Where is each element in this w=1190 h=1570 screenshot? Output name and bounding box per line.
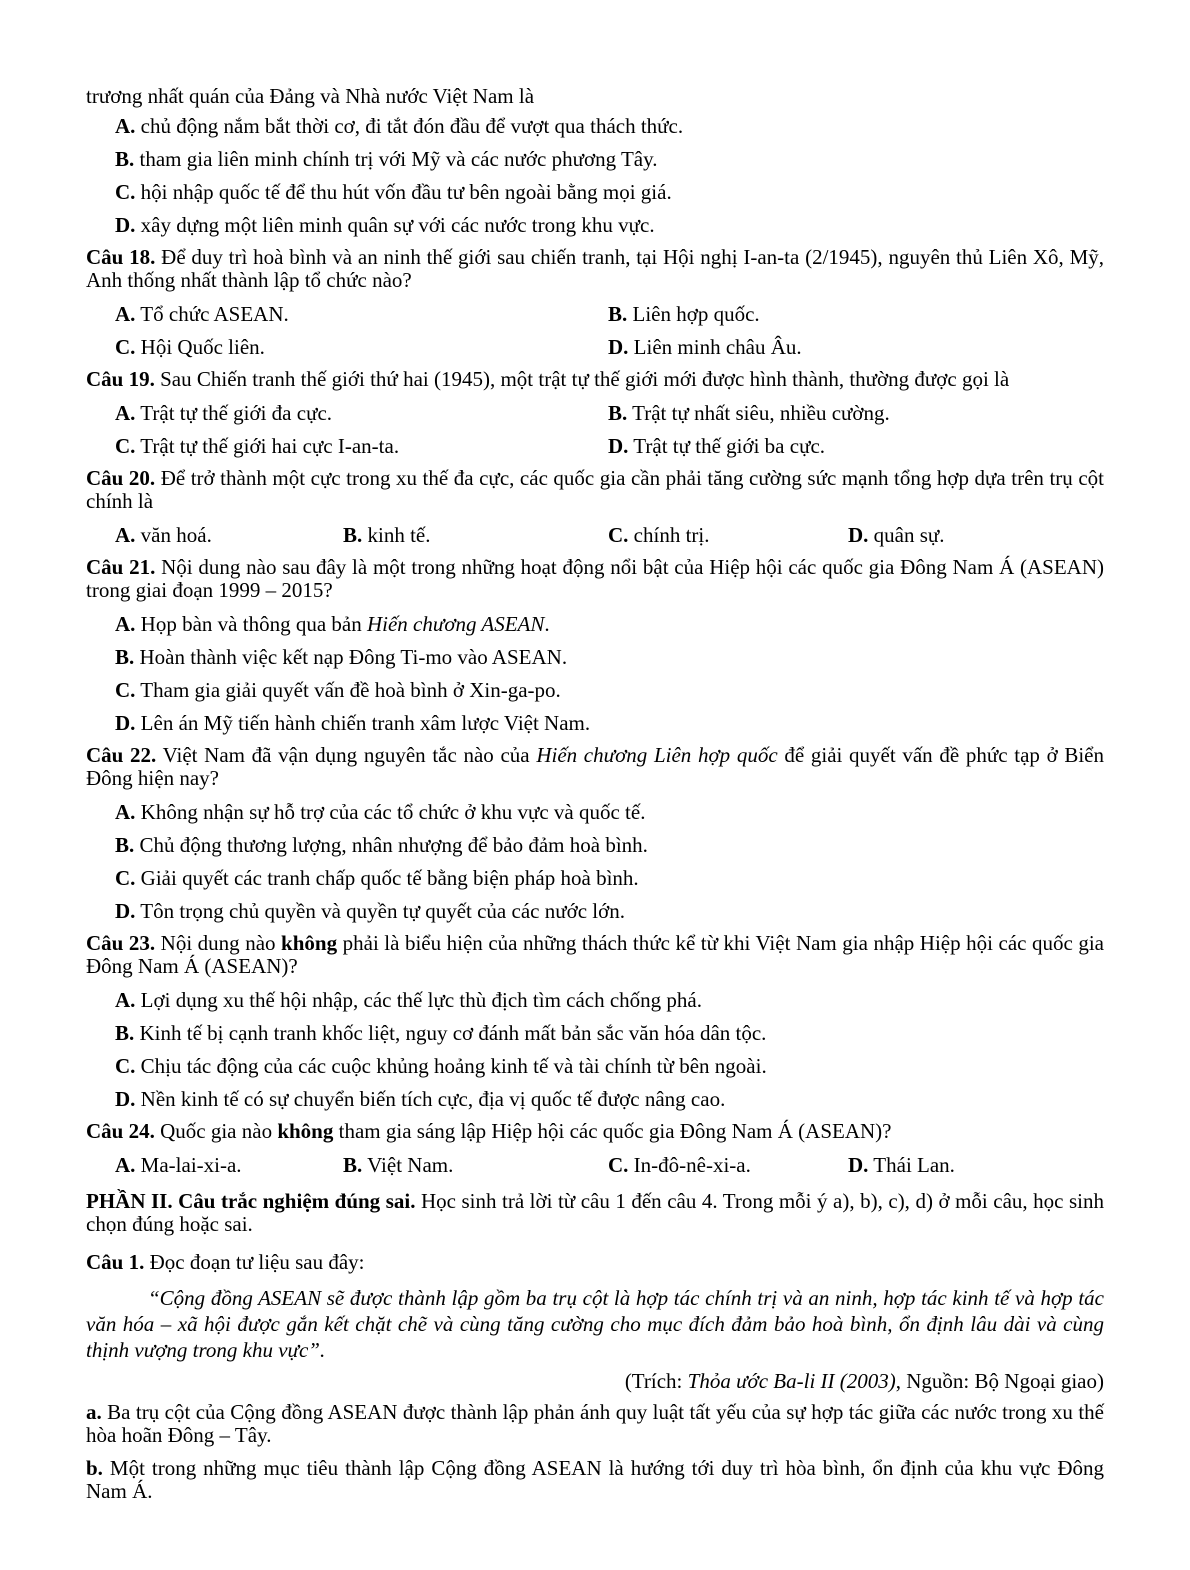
- q19-options-row-1: [86, 397, 1104, 430]
- q23-option-c: C. Chịu tác động của các cuộc khủng hoảng kinh tế và tài chính từ bên ngoài.: [115, 1054, 767, 1078]
- question-24: Câu 24. Quốc gia nào không tham gia sáng lập Hiệp hội các quốc gia Đông Nam Á (ASEAN)?: [86, 1119, 892, 1143]
- question-20: Câu 20. Để trở thành một cực trong xu thế đa cực, các quốc gia cần phải tăng cường sức mạnh tổng hợp dựa trên trụ cột chính là: [86, 466, 1104, 513]
- q23-option-a: A. Lợi dụng xu thế hội nhập, các thế lực thù địch tìm cách chống phá.: [115, 988, 703, 1012]
- q21-option-c: C. Tham gia giải quyết vấn đề hoà bình ở Xin-ga-po.: [115, 678, 561, 702]
- q17-option-a: A. chủ động nắm bắt thời cơ, đi tắt đón đầu để vượt qua thách thức.: [115, 114, 684, 138]
- q18-option-c: C. Hội Quốc liên.: [115, 335, 265, 359]
- q20-option-b: B. kinh tế.: [343, 523, 431, 547]
- question-19: Câu 19. Sau Chiến tranh thế giới thứ hai (1945), một trật tự thế giới mới được hình thành, thường được gọi là: [86, 367, 1010, 391]
- q24-option-a: A. Ma-lai-xi-a.: [115, 1153, 242, 1177]
- source-citation: (Trích: Thỏa ước Ba-li II (2003), Nguồn: Bộ Ngoại giao): [624, 1369, 1104, 1393]
- question-18: Câu 18. Để duy trì hoà bình và an ninh thế giới sau chiến tranh, tại Hội nghị I-an-ta (2/1945), nguyên thủ Liên Xô, Mỹ, Anh thống nhất thành lập tổ chức nào?: [86, 245, 1105, 292]
- q21-option-d: D. Lên án Mỹ tiến hành chiến tranh xâm lược Việt Nam.: [115, 711, 591, 735]
- q19-option-b: B. Trật tự nhất siêu, nhiều cường.: [608, 401, 890, 425]
- q18-options-row-2: [86, 331, 1104, 364]
- q20-option-a: A. văn hoá.: [115, 523, 212, 547]
- q22-option-d: D. Tôn trọng chủ quyền và quyền tự quyết của các nước lớn.: [115, 899, 625, 923]
- q17-option-c: C. hội nhập quốc tế để thu hút vốn đầu tư bên ngoài bằng mọi giá.: [115, 180, 672, 204]
- statement-b: b. Một trong những mục tiêu thành lập Cộng đồng ASEAN là hướng tới duy trì hòa bình, ổn định của khu vực Đông Nam Á.: [86, 1456, 1104, 1503]
- question-23: Câu 23. Nội dung nào không phải là biểu hiện của những thách thức kể từ khi Việt Nam gia nhập Hiệp hội các quốc gia Đông Nam Á (ASEAN)?: [86, 931, 1104, 978]
- q23-option-d: D. Nền kinh tế có sự chuyển biến tích cực, địa vị quốc tế được nâng cao.: [115, 1087, 726, 1111]
- q18-option-b: B. Liên hợp quốc.: [608, 302, 760, 326]
- q22-option-c: C. Giải quyết các tranh chấp quốc tế bằng biện pháp hoà bình.: [115, 866, 639, 890]
- q21-option-a: A. Họp bàn và thông qua bản Hiến chương ASEAN.: [115, 612, 550, 636]
- q24-option-b: B. Việt Nam.: [343, 1153, 454, 1177]
- q24-options-row: [86, 1149, 1104, 1182]
- part-2-heading: PHẦN II. Câu trắc nghiệm đúng sai. Học sinh trả lời từ câu 1 đến câu 4. Trong mỗi ý a), b), c), d) ở mỗi câu, học sinh chọn đúng hoặc sai.: [86, 1189, 1105, 1236]
- q19-option-a: A. Trật tự thế giới đa cực.: [115, 401, 333, 425]
- question-22: Câu 22. Việt Nam đã vận dụng nguyên tắc nào của Hiến chương Liên hợp quốc để giải quyết vấn đề phức tạp ở Biển Đông hiện nay?: [86, 743, 1105, 790]
- q24-option-c: C. In-đô-nê-xi-a.: [608, 1153, 751, 1177]
- q17-option-b: B. tham gia liên minh chính trị với Mỹ và các nước phương Tây.: [115, 147, 658, 171]
- q17-option-d: D. xây dựng một liên minh quân sự với các nước trong khu vực.: [115, 213, 655, 237]
- q18-option-d: D. Liên minh châu Âu.: [608, 335, 802, 359]
- q19-option-d: D. Trật tự thế giới ba cực.: [608, 434, 826, 458]
- source-quote: “Cộng đồng ASEAN sẽ được thành lập gồm ba trụ cột là hợp tác chính trị và an ninh, hợp tác kinh tế và hợp tác văn hóa – xã hội được gắn kết chặt chẽ và cùng tăng cường cho mục đích đảm bảo hoà bình, ổn định lâu dài và cùng thịnh vượng trong khu vực”.: [86, 1286, 1104, 1362]
- question-21: Câu 21. Nội dung nào sau đây là một trong những hoạt động nổi bật của Hiệp hội các quốc gia Đông Nam Á (ASEAN) trong giai đoạn 1999 – 2015?: [86, 555, 1104, 602]
- q22-option-b: B. Chủ động thương lượng, nhân nhượng để bảo đảm hoà bình.: [115, 833, 648, 857]
- statement-a: a. Ba trụ cột của Cộng đồng ASEAN được thành lập phản ánh quy luật tất yếu của sự hợp tác giữa các nước trong xu thế hòa hoãn Đông – Tây.: [86, 1400, 1104, 1447]
- q19-option-c: C. Trật tự thế giới hai cực I-an-ta.: [115, 434, 400, 458]
- q22-option-a: A. Không nhận sự hỗ trợ của các tổ chức ở khu vực và quốc tế.: [115, 800, 646, 824]
- q20-options-row: [86, 519, 1104, 552]
- q21-option-b: B. Hoàn thành việc kết nạp Đông Ti-mo vào ASEAN.: [115, 645, 568, 669]
- part2-question-1: Câu 1. Đọc đoạn tư liệu sau đây:: [86, 1250, 365, 1274]
- question-17-stem-tail: trương nhất quán của Đảng và Nhà nước Việt Nam là: [86, 84, 535, 108]
- q20-option-c: C. chính trị.: [608, 523, 710, 547]
- q23-option-b: B. Kinh tế bị cạnh tranh khốc liệt, nguy cơ đánh mất bản sắc văn hóa dân tộc.: [115, 1021, 767, 1045]
- q20-option-d: D. quân sự.: [848, 523, 945, 547]
- q24-option-d: D. Thái Lan.: [848, 1153, 955, 1177]
- exam-page: [86, 82, 1104, 1503]
- q19-options-row-2: [86, 430, 1104, 463]
- q18-options-row-1: [86, 298, 1104, 331]
- q18-option-a: A. Tổ chức ASEAN.: [115, 302, 289, 326]
